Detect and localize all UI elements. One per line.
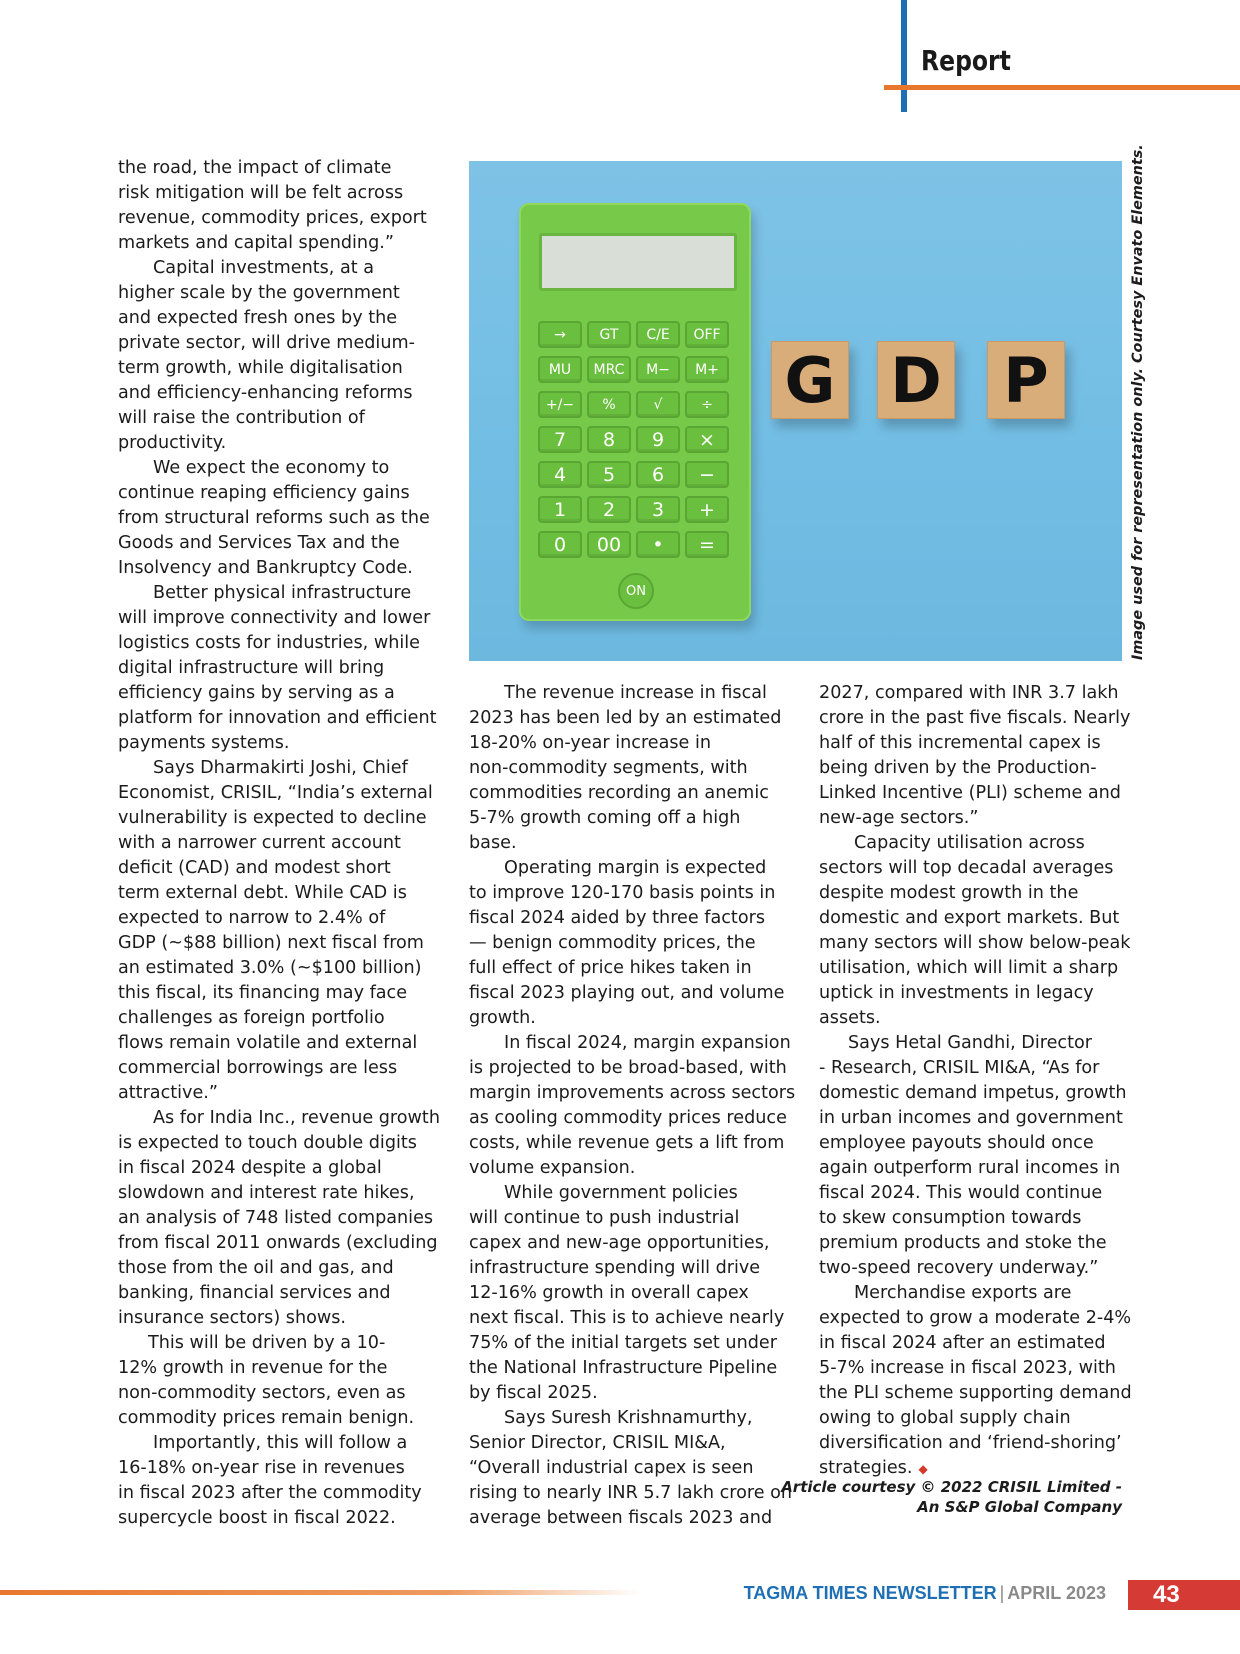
calculator-key: %: [587, 391, 631, 418]
text-line: crore in the past five fiscals. Nearly: [819, 708, 1131, 728]
text-line: those from the oil and gas, and: [118, 1258, 394, 1278]
text-line: will raise the contribution of: [118, 408, 365, 428]
text-line: vulnerability is expected to decline: [118, 808, 427, 828]
article-column-1: [118, 156, 440, 1531]
letter-block-g: G: [771, 341, 849, 419]
calculator-keypad: [538, 321, 734, 558]
text-line: Economist, CRISIL, “India’s external: [118, 783, 433, 803]
header-accent-bar: [901, 0, 907, 112]
text-line: platform for innovation and efficient: [118, 708, 437, 728]
text-line: volume expansion.: [469, 1158, 636, 1178]
text-line: digital infrastructure will bring: [118, 658, 385, 678]
text-line: the road, the impact of climate: [118, 158, 392, 178]
text-line: Insolvency and Bankruptcy Code.: [118, 558, 413, 578]
end-mark-icon: ◆: [918, 1462, 928, 1476]
text-line: This will be driven by a 10-: [148, 1333, 386, 1353]
text-line: 2023 has been led by an estimated: [469, 708, 782, 728]
text-line: commodities recording an anemic: [469, 783, 769, 803]
text-line: an estimated 3.0% (~$100 billion): [118, 958, 422, 978]
text-line: flows remain volatile and external: [118, 1033, 418, 1053]
section-label: Report: [921, 44, 1011, 77]
calculator-key: OFF: [685, 321, 729, 348]
calculator-key: M+: [685, 356, 729, 383]
text-line: continue reaping efficiency gains: [118, 483, 410, 503]
text-line: commodity prices remain benign.: [118, 1408, 415, 1428]
text-line-end: strategies.: [819, 1458, 913, 1478]
text-line: 16-18% on-year rise in revenues: [118, 1458, 405, 1478]
text-line: being driven by the Production-: [819, 758, 1097, 778]
text-line: private sector, will drive medium-: [118, 333, 415, 353]
text-line: premium products and stoke the: [819, 1233, 1107, 1253]
text-line: commercial borrowings are less: [118, 1058, 398, 1078]
text-line: insurance sectors) shows.: [118, 1308, 347, 1328]
text-line: this fiscal, its financing may face: [118, 983, 408, 1003]
text-line: owing to global supply chain: [819, 1408, 1071, 1428]
text-line: term external debt. While CAD is: [118, 883, 407, 903]
text-line: will improve connectivity and lower: [118, 608, 431, 628]
text-line: is expected to touch double digits: [118, 1133, 417, 1153]
text-line: base.: [469, 833, 517, 853]
text-line: Says Dharmakirti Joshi, Chief: [153, 758, 408, 778]
calculator-key: 5: [587, 461, 631, 488]
text-line: efficiency gains by serving as a: [118, 683, 395, 703]
text-line: from structural reforms such as the: [118, 508, 430, 528]
text-line: 12% growth in revenue for the: [118, 1358, 388, 1378]
article-courtesy: [781, 1477, 1122, 1517]
calculator-key: C/E: [636, 321, 680, 348]
text-line: deficit (CAD) and modest short: [118, 858, 391, 878]
courtesy-line: Article courtesy © 2022 CRISIL Limited -: [781, 1478, 1122, 1496]
text-line: expected to grow a moderate 2-4%: [819, 1308, 1132, 1328]
text-line: logistics costs for industries, while: [118, 633, 420, 653]
image-caption: Image used for representation only. Courtesy Envato Elements.: [1130, 144, 1146, 660]
text-line: GDP (~$88 billion) next fiscal from: [118, 933, 424, 953]
text-line: the National Infrastructure Pipeline: [469, 1358, 778, 1378]
calculator-key: +/−: [538, 391, 582, 418]
text-line: from fiscal 2011 onwards (excluding: [118, 1233, 438, 1253]
letter-block-p: P: [987, 341, 1065, 419]
text-line: 18-20% on-year increase in: [469, 733, 712, 753]
text-line: 12-16% growth in overall capex: [469, 1283, 749, 1303]
text-line: domestic demand impetus, growth: [819, 1083, 1127, 1103]
text-line: payments systems.: [118, 733, 290, 753]
calculator-key: 3: [636, 496, 680, 523]
calculator-key: +: [685, 496, 729, 523]
text-line: productivity.: [118, 433, 227, 453]
text-line: “Overall industrial capex is seen: [469, 1458, 754, 1478]
text-line: higher scale by the government: [118, 283, 400, 303]
article-column-2: [469, 681, 796, 1531]
text-line: Linked Incentive (PLI) scheme and: [819, 783, 1121, 803]
text-line: average between fiscals 2023 and: [469, 1508, 773, 1528]
footer-date: APRIL 2023: [1007, 1583, 1106, 1603]
text-line: new-age sectors.”: [819, 808, 979, 828]
calculator-key: 7: [538, 426, 582, 453]
header-rule: [884, 85, 1240, 90]
text-line: costs, while revenue gets a lift from: [469, 1133, 785, 1153]
text-line: uptick in investments in legacy: [819, 983, 1094, 1003]
text-line: in fiscal 2023 after the commodity: [118, 1483, 422, 1503]
calculator-key: ÷: [685, 391, 729, 418]
text-line: 5-7% growth coming off a high: [469, 808, 741, 828]
calculator-key: 8: [587, 426, 631, 453]
text-line: two-speed recovery underway.”: [819, 1258, 1099, 1278]
text-line: fiscal 2024 aided by three factors: [469, 908, 765, 928]
gdp-calculator-photo: [469, 161, 1122, 661]
text-line: capex and new-age opportunities,: [469, 1233, 770, 1253]
text-line: sectors will top decadal averages: [819, 858, 1114, 878]
text-line: next fiscal. This is to achieve nearly: [469, 1308, 785, 1328]
text-line: Capacity utilisation across: [854, 833, 1085, 853]
text-line: infrastructure spending will drive: [469, 1258, 761, 1278]
text-line: Says Suresh Krishnamurthy,: [504, 1408, 753, 1428]
courtesy-line: An S&P Global Company: [917, 1498, 1122, 1516]
footer-publication: [744, 1583, 1106, 1604]
text-line: The revenue increase in fiscal: [504, 683, 767, 703]
footer-title: TAGMA TIMES NEWSLETTER: [743, 1583, 997, 1603]
text-line: 2027, compared with INR 3.7 lakh: [819, 683, 1119, 703]
text-line: will continue to push industrial: [469, 1208, 740, 1228]
text-line: Senior Director, CRISIL MI&A,: [469, 1433, 726, 1453]
text-line: in urban incomes and government: [819, 1108, 1123, 1128]
calculator-on-key: ON: [618, 573, 654, 609]
text-line: and efficiency-enhancing reforms: [118, 383, 413, 403]
text-line: attractive.”: [118, 1083, 218, 1103]
text-line: non-commodity segments, with: [469, 758, 748, 778]
calculator-key: →: [538, 321, 582, 348]
text-line: supercycle boost in fiscal 2022.: [118, 1508, 396, 1528]
text-line: term growth, while digitalisation: [118, 358, 403, 378]
text-line: As for India Inc., revenue growth: [153, 1108, 440, 1128]
text-line: challenges as foreign portfolio: [118, 1008, 385, 1028]
calculator-key: ×: [685, 426, 729, 453]
text-line: non-commodity sectors, even as: [118, 1383, 406, 1403]
text-line: Merchandise exports are: [854, 1283, 1072, 1303]
text-line: In fiscal 2024, margin expansion: [504, 1033, 791, 1053]
text-line: margin improvements across sectors: [469, 1083, 796, 1103]
text-line: full effect of price hikes taken in: [469, 958, 752, 978]
calculator-key: •: [636, 531, 680, 558]
text-line: growth.: [469, 1008, 536, 1028]
footer-separator: |: [999, 1583, 1005, 1603]
text-line: employee payouts should once: [819, 1133, 1094, 1153]
text-line: Goods and Services Tax and the: [118, 533, 400, 553]
text-line: While government policies: [504, 1183, 738, 1203]
text-line: many sectors will show below-peak: [819, 933, 1131, 953]
text-line: banking, financial services and: [118, 1283, 391, 1303]
calculator-key: MU: [538, 356, 582, 383]
text-line: fiscal 2023 playing out, and volume: [469, 983, 785, 1003]
calculator-key: GT: [587, 321, 631, 348]
calculator-key: 6: [636, 461, 680, 488]
letter-block-d: D: [877, 341, 955, 419]
text-line: 5-7% increase in fiscal 2023, with: [819, 1358, 1116, 1378]
calculator-display: [539, 233, 737, 291]
text-line: Operating margin is expected: [504, 858, 767, 878]
calculator-key: 2: [587, 496, 631, 523]
text-line: Importantly, this will follow a: [153, 1433, 408, 1453]
text-line: to improve 120-170 basis points in: [469, 883, 776, 903]
text-line: diversification and ‘friend-shoring’: [819, 1433, 1122, 1453]
text-line: markets and capital spending.”: [118, 233, 394, 253]
text-line: — benign commodity prices, the: [469, 933, 756, 953]
text-line: risk mitigation will be felt across: [118, 183, 404, 203]
text-line: to skew consumption towards: [819, 1208, 1082, 1228]
calculator-key: √: [636, 391, 680, 418]
text-line: in fiscal 2024 after an estimated: [819, 1333, 1106, 1353]
text-line: with a narrower current account: [118, 833, 401, 853]
text-line: slowdown and interest rate hikes,: [118, 1183, 415, 1203]
text-line: the PLI scheme supporting demand: [819, 1383, 1132, 1403]
text-line: is projected to be broad-based, with: [469, 1058, 787, 1078]
text-line: and expected fresh ones by the: [118, 308, 398, 328]
text-line: assets.: [819, 1008, 881, 1028]
text-line: revenue, commodity prices, export: [118, 208, 427, 228]
text-line: Capital investments, at a: [153, 258, 375, 278]
page-number: 43: [1128, 1580, 1240, 1610]
calculator-key: 0: [538, 531, 582, 558]
calculator-key: 1: [538, 496, 582, 523]
text-line: 75% of the initial targets set under: [469, 1333, 777, 1353]
text-line: by fiscal 2025.: [469, 1383, 598, 1403]
article-column-3: [819, 681, 1131, 1482]
text-line: rising to nearly INR 5.7 lakh crore on: [469, 1483, 793, 1503]
calculator-key: 9: [636, 426, 680, 453]
text-line: again outperform rural incomes in: [819, 1158, 1121, 1178]
text-line: domestic and export markets. But: [819, 908, 1120, 928]
calculator-key: MRC: [587, 356, 631, 383]
text-line: fiscal 2024. This would continue: [819, 1183, 1103, 1203]
text-line: utilisation, which will limit a sharp: [819, 958, 1119, 978]
text-line: Better physical infrastructure: [153, 583, 412, 603]
text-line: as cooling commodity prices reduce: [469, 1108, 787, 1128]
text-line: Says Hetal Gandhi, Director: [848, 1033, 1092, 1053]
calculator-key: =: [685, 531, 729, 558]
calculator: [519, 203, 751, 621]
text-line: - Research, CRISIL MI&A, “As for: [819, 1058, 1100, 1078]
text-line: expected to narrow to 2.4% of: [118, 908, 386, 928]
text-line: in fiscal 2024 despite a global: [118, 1158, 382, 1178]
text-line: despite modest growth in the: [819, 883, 1079, 903]
text-line: We expect the economy to: [153, 458, 390, 478]
calculator-key: M−: [636, 356, 680, 383]
footer-rule: [0, 1590, 640, 1595]
calculator-key: 00: [587, 531, 631, 558]
calculator-key: −: [685, 461, 729, 488]
text-line: an analysis of 748 listed companies: [118, 1208, 434, 1228]
text-line: half of this incremental capex is: [819, 733, 1101, 753]
calculator-key: 4: [538, 461, 582, 488]
